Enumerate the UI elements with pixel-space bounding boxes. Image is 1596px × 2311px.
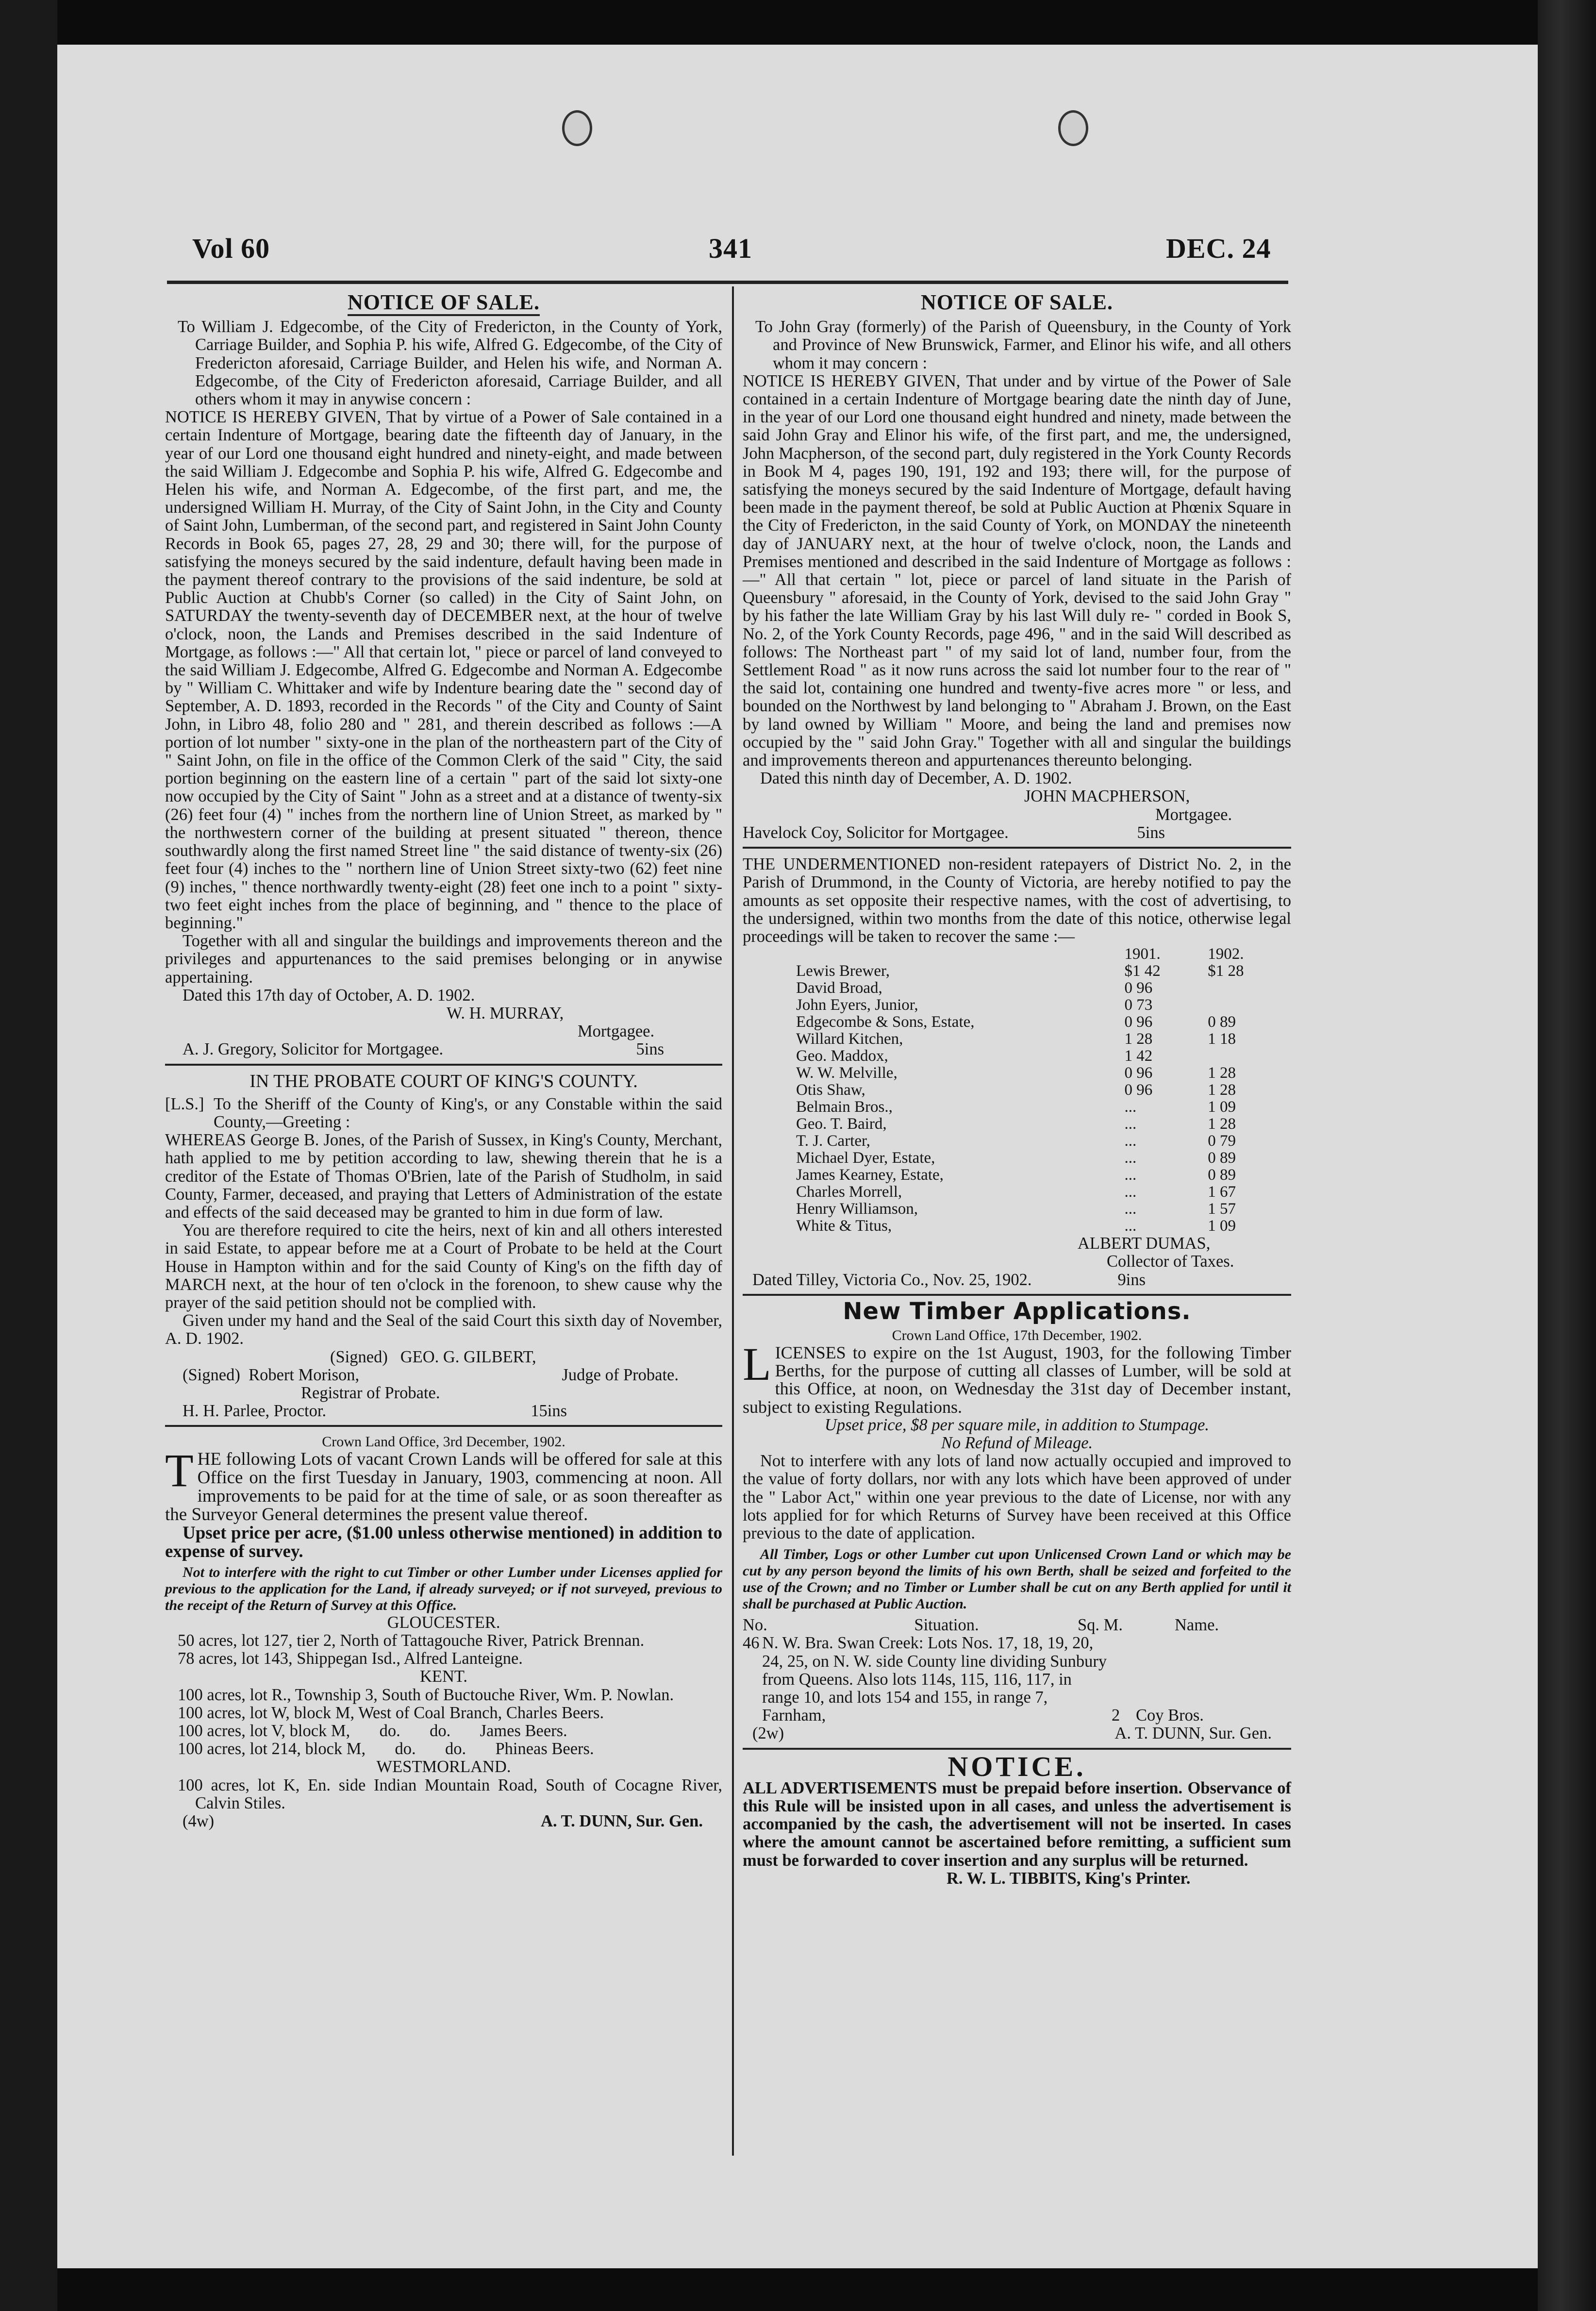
table-row — [796, 1048, 1291, 1065]
probate-registrar: Robert Morison, — [249, 1365, 360, 1384]
probate-registrar-role: Registrar of Probate. — [301, 1383, 440, 1402]
crown-upset-price: Upset price per acre, ($1.00 unless otherwise mentioned) in addition to expense of survey. — [165, 1523, 722, 1561]
amount-1901: ... — [1124, 1200, 1137, 1218]
table-row — [796, 963, 1291, 980]
rates-col-1902: 1902. — [1208, 945, 1244, 963]
timber-office-date: Crown Land Office, 17th December, 1902. — [892, 1327, 1142, 1343]
crown-office-date: Crown Land Office, 3rd December, 1902. — [322, 1434, 565, 1450]
ratepayer-name: Otis Shaw, — [796, 1081, 865, 1099]
sale-signer-role: Mortgagee. — [578, 1022, 655, 1041]
sale-together: Together with all and singular the buildings and improvements thereon and the privileges and appurtenances to the said premises belonging or in anywise appertaining. — [165, 932, 722, 987]
volume-number: Vol 60 — [192, 233, 270, 264]
table-row — [743, 1634, 1291, 1725]
crown-lot: 78 acres, lot 143, Shippegan Isd., Alfred Lanteigne. — [178, 1649, 523, 1668]
crown-lot: 50 acres, lot 127, tier 2, North of Tattagouche River, Patrick Brennan. — [178, 1631, 645, 1650]
crown-county-gloucester: GLOUCESTER. — [387, 1613, 500, 1632]
crown-note: Not to interfere with the right to cut Timber or other Lumber under Licenses applied for previous to the application for the Land, if already surveyed; or if not surveyed, previous to the receipt of the Return of Survey at this Office. — [165, 1564, 722, 1613]
ratepayer-name: W. W. Melville, — [796, 1064, 898, 1082]
crown-lot: 100 acres, lot W, block M, West of Coal Branch, Charles Beers. — [178, 1703, 604, 1722]
divider — [743, 1294, 1291, 1296]
header-rule — [167, 281, 1288, 284]
rates-signer: ALBERT DUMAS, — [1078, 1234, 1211, 1253]
sale-solicitor: A. J. Gregory, Solicitor for Mortgagee. — [183, 1040, 444, 1059]
ratepayer-name: John Eyers, Junior, — [796, 996, 918, 1014]
col-situation: Situation. — [914, 1616, 979, 1635]
probate-to: To the Sheriff of the County of King's, or any Constable within the said County,—Greeting : — [214, 1094, 722, 1131]
divider — [165, 1064, 722, 1066]
sale-title: NOTICE OF SALE. — [348, 290, 540, 316]
timber-note: All Timber, Logs or other Lumber cut upon Unlicensed Crown Land or which may be cut by any person beyond the limits of his own Berth, shall be seized and forfeited to the use of the Crown; and no Timber or Lumber shall be cut on any Berth applied for until it shall be purchased at Public Auction. — [743, 1546, 1291, 1612]
amount-1901: ... — [1124, 1149, 1137, 1167]
timber-upset-price: Upset price, $8 per square mile, in addition to Stumpage. — [824, 1415, 1210, 1434]
amount-1902 — [1208, 1048, 1291, 1065]
sale-body: NOTICE IS HEREBY GIVEN, That by virtue of a Power of Sale contained in a certain Indenture of Mortgage, bearing date the fifteenth day of January, in the year of our Lord one thousand eight hundred and ninety-eight, and made between the said William J. Edgecombe and Sophia P. his wife, Alfred G. Edgecombe and Helen his wife, and Norman A. Edgecombe, of the first part, and me, the undersigned William H. Murray, of the City of Saint John, in the City and County of Saint John, Lumberman, of the second part, and registered in Saint John County Records in Book 65, pages 27, 28, 29 and 30; there will, for the purpose of satisfying the moneys secured by the said indenture, default having been made in the payment thereof contrary to the provisions of the said indenture, be sold at Public Auction at Chubb's Corner (so called) in the City of Saint John, on SATURDAY the twenty-seventh day of DECEMBER next, at the hour of twelve o'clock, noon, the Lands and Premises described in the said Indenture of Mortgage, as follows :—" All that certain lot, " piece or parcel of land conveyed to the said William J. Edgecombe, Alfred G. Edgecombe and Norman A. Edgecombe by " William C. Whittaker and wife by Indenture bearing date the " second day of September, A. D. 1893, recorded in the Records " of the City and County of Saint John, in Libro 48, folio 280 and " 281, and therein described as follows :—A portion of lot number " sixty-one in the plan of the northeastern part of the City of " Saint John, on file in the office of the Common Clerk of the said " City, the said portion beginning on the eastern line of a certain " part of the said lot sixty-one now occupied by the City of Saint " John as a street and at a distance of twenty-six (26) feet four (4) " inches from the northern line of Union Street, as marked by " the northwestern corner of the building at present situated " thereon, thence southwardly along the first named Street line " the said distance of twenty-six (26) feet four (4) inches to the " northern line of Union Street sixty-two (62) feet nine (9) inches, " thence northwardly twenty-eight (28) feet one inch to a point " sixty-two feet eight inches from the place of beginning, and " thence to the place of beginning." — [165, 408, 722, 932]
row-no: 46 — [743, 1634, 760, 1653]
amount-1901: 1 42 — [1124, 1047, 1153, 1065]
ratepayer-name: White & Titus, — [796, 1217, 892, 1235]
rates-insertions: 9ins — [1117, 1270, 1146, 1289]
timber-applications — [743, 1297, 1291, 1743]
timber-table-header — [743, 1616, 1291, 1634]
probate-proctor: H. H. Parlee, Proctor. — [183, 1402, 327, 1421]
sale-signer: JOHN MACPHERSON, — [1024, 787, 1190, 806]
amount-1901: 0 96 — [1124, 1064, 1153, 1082]
table-row — [796, 1031, 1291, 1048]
crown-lands-sale — [165, 1434, 722, 1830]
divider — [165, 1425, 722, 1427]
crown-county-westmorland: WESTMORLAND. — [376, 1758, 511, 1776]
sale-signer-role: Mortgagee. — [1155, 805, 1232, 824]
amount-1902: 1 28 — [1208, 1081, 1236, 1099]
row-sq-m: 2 — [1112, 1706, 1120, 1725]
amount-1902: 0 89 — [1208, 1166, 1236, 1184]
crown-body: HE following Lots of vacant Crown Lands will be offered for sale at this Office on the first Tuesday in January, 1903, commencing at noon. All improvements to be paid for at the time of sale, or as soon thereafter as the Surveyor General determines the present value thereof. — [165, 1449, 722, 1525]
crown-signer: A. T. DUNN, Sur. Gen. — [541, 1812, 703, 1831]
amount-1902: 1 67 — [1208, 1183, 1236, 1201]
ratepayer-name: Geo. Maddox, — [796, 1047, 888, 1065]
ratepayer-name: Henry Williamson, — [796, 1200, 918, 1218]
amount-1902: 0 89 — [1208, 1013, 1236, 1031]
table-row — [796, 1082, 1291, 1099]
table-row — [796, 1099, 1291, 1116]
amount-1902 — [1208, 997, 1291, 1014]
scan-border-left — [0, 0, 57, 2311]
amount-1901: ... — [1124, 1115, 1137, 1133]
crown-lot: 100 acres, lot R., Township 3, South of Buctouche River, Wm. P. Nowlan. — [178, 1685, 674, 1704]
crown-lot: 100 acres, lot V, block M, do. do. James Beers. — [178, 1722, 567, 1741]
table-row — [796, 1065, 1291, 1082]
timber-body: ICENSES to expire on the 1st August, 1903, for the following Timber Berths, for the purpose of cutting all classes of Lumber, will be sold at this Office, at noon, on Wednesday the 31st day of December instant, subject to existing Regulations. — [743, 1342, 1291, 1417]
table-row — [796, 1116, 1291, 1133]
col-no: No. — [743, 1616, 767, 1635]
ratepayer-name: James Kearney, Estate, — [796, 1166, 944, 1184]
amount-1901: ... — [1124, 1098, 1137, 1116]
ratepayer-name: Willard Kitchen, — [796, 1030, 903, 1048]
notice-of-sale-edgecombe — [165, 290, 722, 1059]
row-name: Coy Bros. — [1136, 1706, 1204, 1725]
ratepayer-name: Lewis Brewer, — [796, 962, 890, 980]
amount-1902: 0 79 — [1208, 1132, 1236, 1150]
sale-dated: Dated this ninth day of December, A. D. 1902. — [760, 769, 1072, 788]
amount-1901: 0 73 — [1124, 996, 1153, 1014]
timber-interfere: Not to interfere with any lots of land now actually occupied and improved to the value of forty dollars, nor with any lots which have been approved of under the " Labor Act," within one year previous to the date of License, nor with any lots applied for for which Returns of Survey have been received at this Office previous to the date of application. — [743, 1452, 1291, 1542]
crown-lot: 100 acres, lot K, En. side Indian Mountain Road, South of Cocagne River, Calvin Stiles. — [178, 1775, 722, 1812]
rates-intro: THE UNDERMENTIONED non-resident ratepayers of District No. 2, in the Parish of Drummond, in the County of Victoria, are hereby notified to pay the amounts as set opposite their respective names, with the cost of advertising, to the undersigned, within two months from the date of this notice, otherwise legal proceedings will be taken to recover the same :— — [743, 855, 1291, 946]
ratepayer-name: Charles Morrell, — [796, 1183, 902, 1201]
row-situation: N. W. Bra. Swan Creek: Lots Nos. 17, 18, 19, 20, 24, 25, on N. W. side County line dividing Sunbury from Queens. Also lots 114s, 115, 116, 117, in range 10, and lots 154 and 155, in range 7, Farnham, — [762, 1634, 1107, 1725]
table-row — [796, 980, 1291, 997]
probate-judge: GEO. G. GILBERT, — [400, 1347, 536, 1366]
amount-1902: 1 09 — [1208, 1098, 1236, 1116]
probate-insertions: 15ins — [531, 1402, 567, 1421]
amount-1902: $1 28 — [1208, 962, 1244, 980]
timber-insertions: (2w) — [752, 1724, 784, 1743]
amount-1901: $1 42 — [1124, 962, 1161, 980]
probate-whereas: WHEREAS George B. Jones, of the Parish of Sussex, in King's County, Merchant, hath applied to me by petition according to law, shewing therein that he is a creditor of the Estate of Thomas O'Brien, late of the Parish of Studholm, in said County, Farmer, deceased, and praying that Letters of Administration of the estate and effects of the said deceased may be granted to him in due form of law. — [165, 1131, 722, 1222]
timber-refund: No Refund of Mileage. — [941, 1433, 1093, 1452]
timber-dropcap: L — [743, 1338, 771, 1390]
amount-1902: 0 89 — [1208, 1149, 1236, 1167]
probate-signed-label-2: (Signed) — [183, 1365, 240, 1384]
ratepayer-name: T. J. Carter, — [796, 1132, 870, 1150]
ratepayer-name: Michael Dyer, Estate, — [796, 1149, 935, 1167]
sale-addressees: To William J. Edgecombe, of the City of Fredericton, in the County of York, Carriage Builder, and Sophia P. his wife, Alfred G. Edgecombe, of the City of Fredericton aforesaid, Carriage Builder, and Helen his wife, and Norman A. Edgecombe, of the City of Fredericton aforesaid, Carriage Builder, and all others whom it may in anywise concern : — [178, 318, 722, 409]
table-row — [796, 1150, 1291, 1167]
table-row — [796, 1218, 1291, 1235]
divider — [743, 847, 1291, 849]
notice-signer: R. W. L. TIBBITS, King's Printer. — [947, 1869, 1191, 1888]
ratepayer-name: David Broad, — [796, 979, 882, 997]
issue-date: DEC. 24 — [1166, 233, 1271, 264]
amount-1901: ... — [1124, 1132, 1137, 1150]
rates-signer-role: Collector of Taxes. — [1107, 1252, 1234, 1271]
crown-lot: 100 acres, lot 214, block M, do. do. Phineas Beers. — [178, 1740, 594, 1758]
probate-notice — [165, 1072, 722, 1421]
probate-title: IN THE PROBATE COURT OF KING'S COUNTY. — [249, 1071, 638, 1091]
amount-1902: 1 28 — [1208, 1115, 1236, 1133]
table-row — [796, 1167, 1291, 1184]
amount-1902: 1 18 — [1208, 1030, 1236, 1048]
sale-solicitor: Havelock Coy, Solicitor for Mortgagee. — [743, 823, 1009, 842]
sale-title: NOTICE OF SALE. — [920, 290, 1113, 314]
table-row — [796, 1184, 1291, 1201]
amount-1901: 0 96 — [1124, 979, 1153, 997]
table-row — [796, 1133, 1291, 1150]
amount-1901: ... — [1124, 1183, 1137, 1201]
amount-1901: 0 96 — [1124, 1081, 1153, 1099]
notice-of-sale-gray — [743, 290, 1291, 842]
ratepayer-name: Geo. T. Baird, — [796, 1115, 887, 1133]
sale-signer: W. H. MURRAY, — [447, 1004, 564, 1022]
probate-given: Given under my hand and the Seal of the said Court this sixth day of November, A. D. 1902. — [165, 1311, 722, 1348]
amount-1902: 1 28 — [1208, 1064, 1236, 1082]
rates-table — [796, 946, 1291, 1235]
punch-hole-right — [1058, 110, 1088, 146]
timber-signer: A. T. DUNN, Sur. Gen. — [1114, 1724, 1272, 1743]
col-sq-m: Sq. M. — [1078, 1616, 1123, 1635]
notice-body: ALL ADVERTISEMENTS must be prepaid before insertion. Observance of this Rule will be insisted upon in all cases, and unless the advertisement is accompanied by the cash, the advertisement will not be inserted. In cases where the amount cannot be ascertained before remitting, a sufficient sum must be forwarded to cover insertion and any surplus will be returned. — [743, 1778, 1291, 1870]
sale-dated: Dated this 17th day of October, A. D. 1902. — [183, 986, 475, 1005]
sale-insertions: 5ins — [1137, 823, 1165, 842]
col-name: Name. — [1175, 1616, 1219, 1635]
rates-dated: Dated Tilley, Victoria Co., Nov. 25, 1902. — [752, 1270, 1032, 1289]
amount-1902 — [1208, 980, 1291, 997]
probate-cite: You are therefore required to cite the heirs, next of kin and all others interested in said Estate, to appear before me at a Court of Probate to be held at the Court House in Hampton within and for the said County of King's on the fifth day of MARCH next, at the hour of ten o'clock in the forenoon, to shew cause why the prayer of the said petition should not be complied with. — [165, 1221, 722, 1312]
crown-dropcap: T — [165, 1444, 194, 1497]
ratepayers-notice — [743, 855, 1291, 1289]
page-number: 341 — [709, 233, 752, 264]
table-row — [796, 1014, 1291, 1031]
table-row — [796, 997, 1291, 1014]
probate-seal: [L.S.] — [165, 1094, 204, 1113]
ratepayer-name: Belmain Bros., — [796, 1098, 893, 1116]
column-divider — [732, 286, 734, 2156]
timber-title: New Timber Applications. — [843, 1297, 1191, 1325]
divider — [743, 1748, 1291, 1750]
ratepayer-name: Edgecombe & Sons, Estate, — [796, 1013, 975, 1031]
amount-1902: 1 57 — [1208, 1200, 1236, 1218]
amount-1901: 0 96 — [1124, 1013, 1153, 1031]
punch-hole-left — [562, 110, 592, 146]
rates-col-1901: 1901. — [1124, 945, 1161, 963]
amount-1902: 1 09 — [1208, 1217, 1236, 1235]
probate-judge-role: Judge of Probate. — [562, 1365, 679, 1384]
scan-border-right — [1538, 0, 1596, 2311]
table-header-row — [796, 946, 1291, 963]
crown-county-kent: KENT. — [419, 1667, 468, 1686]
crown-insertions: (4w) — [183, 1812, 215, 1831]
amount-1901: ... — [1124, 1166, 1137, 1184]
table-row — [796, 1201, 1291, 1218]
amount-1901: 1 28 — [1124, 1030, 1153, 1048]
left-column — [165, 291, 722, 1830]
sale-addressees: To John Gray (formerly) of the Parish of Queensbury, in the County of York and Province of New Brunswick, Farmer, and Elinor his wife, and all others whom it may concern : — [755, 318, 1291, 372]
probate-signed-label: (Signed) — [330, 1347, 388, 1366]
right-column — [743, 291, 1291, 1888]
advertising-notice — [743, 1750, 1291, 1888]
amount-1901: ... — [1124, 1217, 1137, 1235]
sale-body: NOTICE IS HEREBY GIVEN, That under and by virtue of the Power of Sale contained in a certain Indenture of Mortgage bearing date the ninth day of June, in the year of our Lord one thousand eight hundred and ninety, made between the said John Gray and Elinor his wife, of the first part, and me, the undersigned, John Macpherson, of the second part, duly registered in the York County Records in Book M 4, pages 190, 191, 192 and 193; there will, for the purpose of satisfying the moneys secured by the said Indenture of Mortgage, default having been made in the payment thereof, be sold at Public Auction at Phœnix Square in the City of Fredericton, in the said County of York, on MONDAY the nineteenth day of JANUARY next, at the hour of twelve o'clock, noon, the Lands and Premises mentioned and described in the said Indenture of Mortgage as follows :—" All that certain " lot, piece or parcel of land situate in the Parish of Queensbury " aforesaid, in the County of York, devised to the said John Gray " by his father the late William Gray by his last Will duly re- " corded in Book S, No. 2, of the York County Records, page 496, " and in the said Will described as follows: The Northeast part " of my said lot of land, number four, from the Settlement Road " as it now runs across the said lot number four to the rear of " the said lot, containing one hundred and twenty-five acres more " or less, and bounded on the Northwest by land belonging to " Abraham J. Brown, on the East by land owned by William " Moore, and being the land and premises now occupied by the " said John Gray." Together with all and singular the buildings and improvements thereon and appurtenances thereunto belonging. — [743, 371, 1291, 770]
notice-title: NOTICE. — [948, 1750, 1086, 1782]
sale-insertions: 5ins — [636, 1040, 664, 1059]
